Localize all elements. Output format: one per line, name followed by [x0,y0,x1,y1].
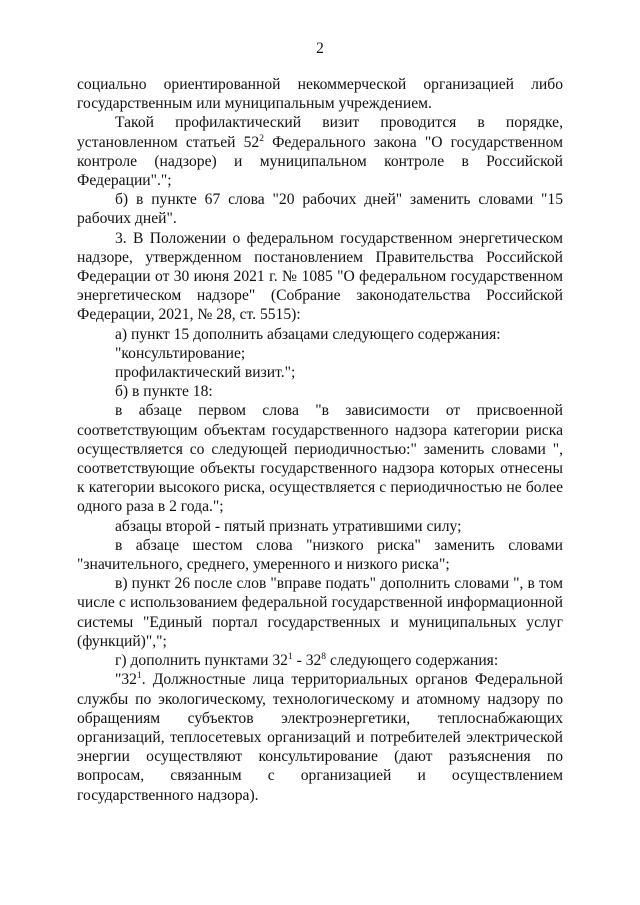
paragraph-quote-visit: профилактический визит."; [115,364,296,382]
paragraph-text: Такой профилактический визит проводится в порядке, установленном статьей 52 [77,114,563,151]
paragraph-text: "32 [115,671,137,689]
paragraph-text: Федерального закона "О государственном контроле (надзоре) и муниципальном контроле в Российской Федерации"."; [77,133,563,190]
paragraph-text: - 32 [292,652,322,670]
paragraph-continuation: социально ориентированной некоммерческой организацией либо государственным или муниципальным учреждением. [77,76,563,113]
paragraph-clauses-void: абзацы второй - пятый признать утратившими силу; [115,517,462,535]
superscript: 8 [321,652,327,663]
document-body [77,75,563,805]
paragraph-item-a-15: а) пункт 15 дополнить абзацами следующего содержания: [115,325,501,343]
paragraph-item-g-32 [77,651,563,670]
paragraph-text: следующего содержания: [326,652,499,670]
page-number: 2 [316,40,324,57]
paragraph-item-v-26: в) пункт 26 после слов "вправе подать" дополнить словами ", в том числе с использованием федеральной государственной информационной системы "Единый портал государственных и муниципальных услуг (функций)","; [77,575,563,650]
paragraph-text: . Должностные лица территориальных органов Федеральной службы по экологическому, технологическому и атомному надзору по обращениям субъектов электроэнергетики, теплоснабжающих организаций, теплосетевых организаций и потребителей электрической энергии осуществляют консультирование (дают разъяснения по вопросам, связанным с организацией и осуществлением государственного надзора). [77,671,563,804]
superscript: 1 [287,652,293,663]
paragraph-item-b-18: б) в пункте 18: [115,383,213,401]
superscript: 2 [259,133,264,144]
paragraph-section-3: 3. В Положении о федеральном государственном энергетическом надзоре, утвержденном постановлением Правительства Российской Федерации от 30 июня 2021 г. № 1085 "О федеральном государственном энергетическом надзоре" (Собрание законодательства Российской Федерации, 2021, № 28, ст. 5515): [77,229,563,324]
paragraph-text: г) дополнить пунктами 32 [115,652,288,670]
superscript: 1 [136,671,142,682]
paragraph-item-b-67: б) в пункте 67 слова "20 рабочих дней" заменить словами "15 рабочих дней". [77,191,563,228]
paragraph-first-clause: в абзаце первом слова "в зависимости от присвоенной соответствующим объектам государственного надзора категории риска осуществляется со следующей периодичностью:" заменить словами ", соответствующие объекты государственного надзора которых отнесены к категории высокого риска, осуществляется с периодичностью не более одного раза в 2 года."; [77,402,563,516]
paragraph-sixth-clause: в абзаце шестом слова "низкого риска" заменить словами "значительного, среднего, умеренного и низкого риска"; [77,536,563,574]
paragraph-preventive-visit [77,113,563,190]
paragraph-32-1 [77,670,563,804]
paragraph-quote-consulting: "консультирование; [115,344,246,362]
